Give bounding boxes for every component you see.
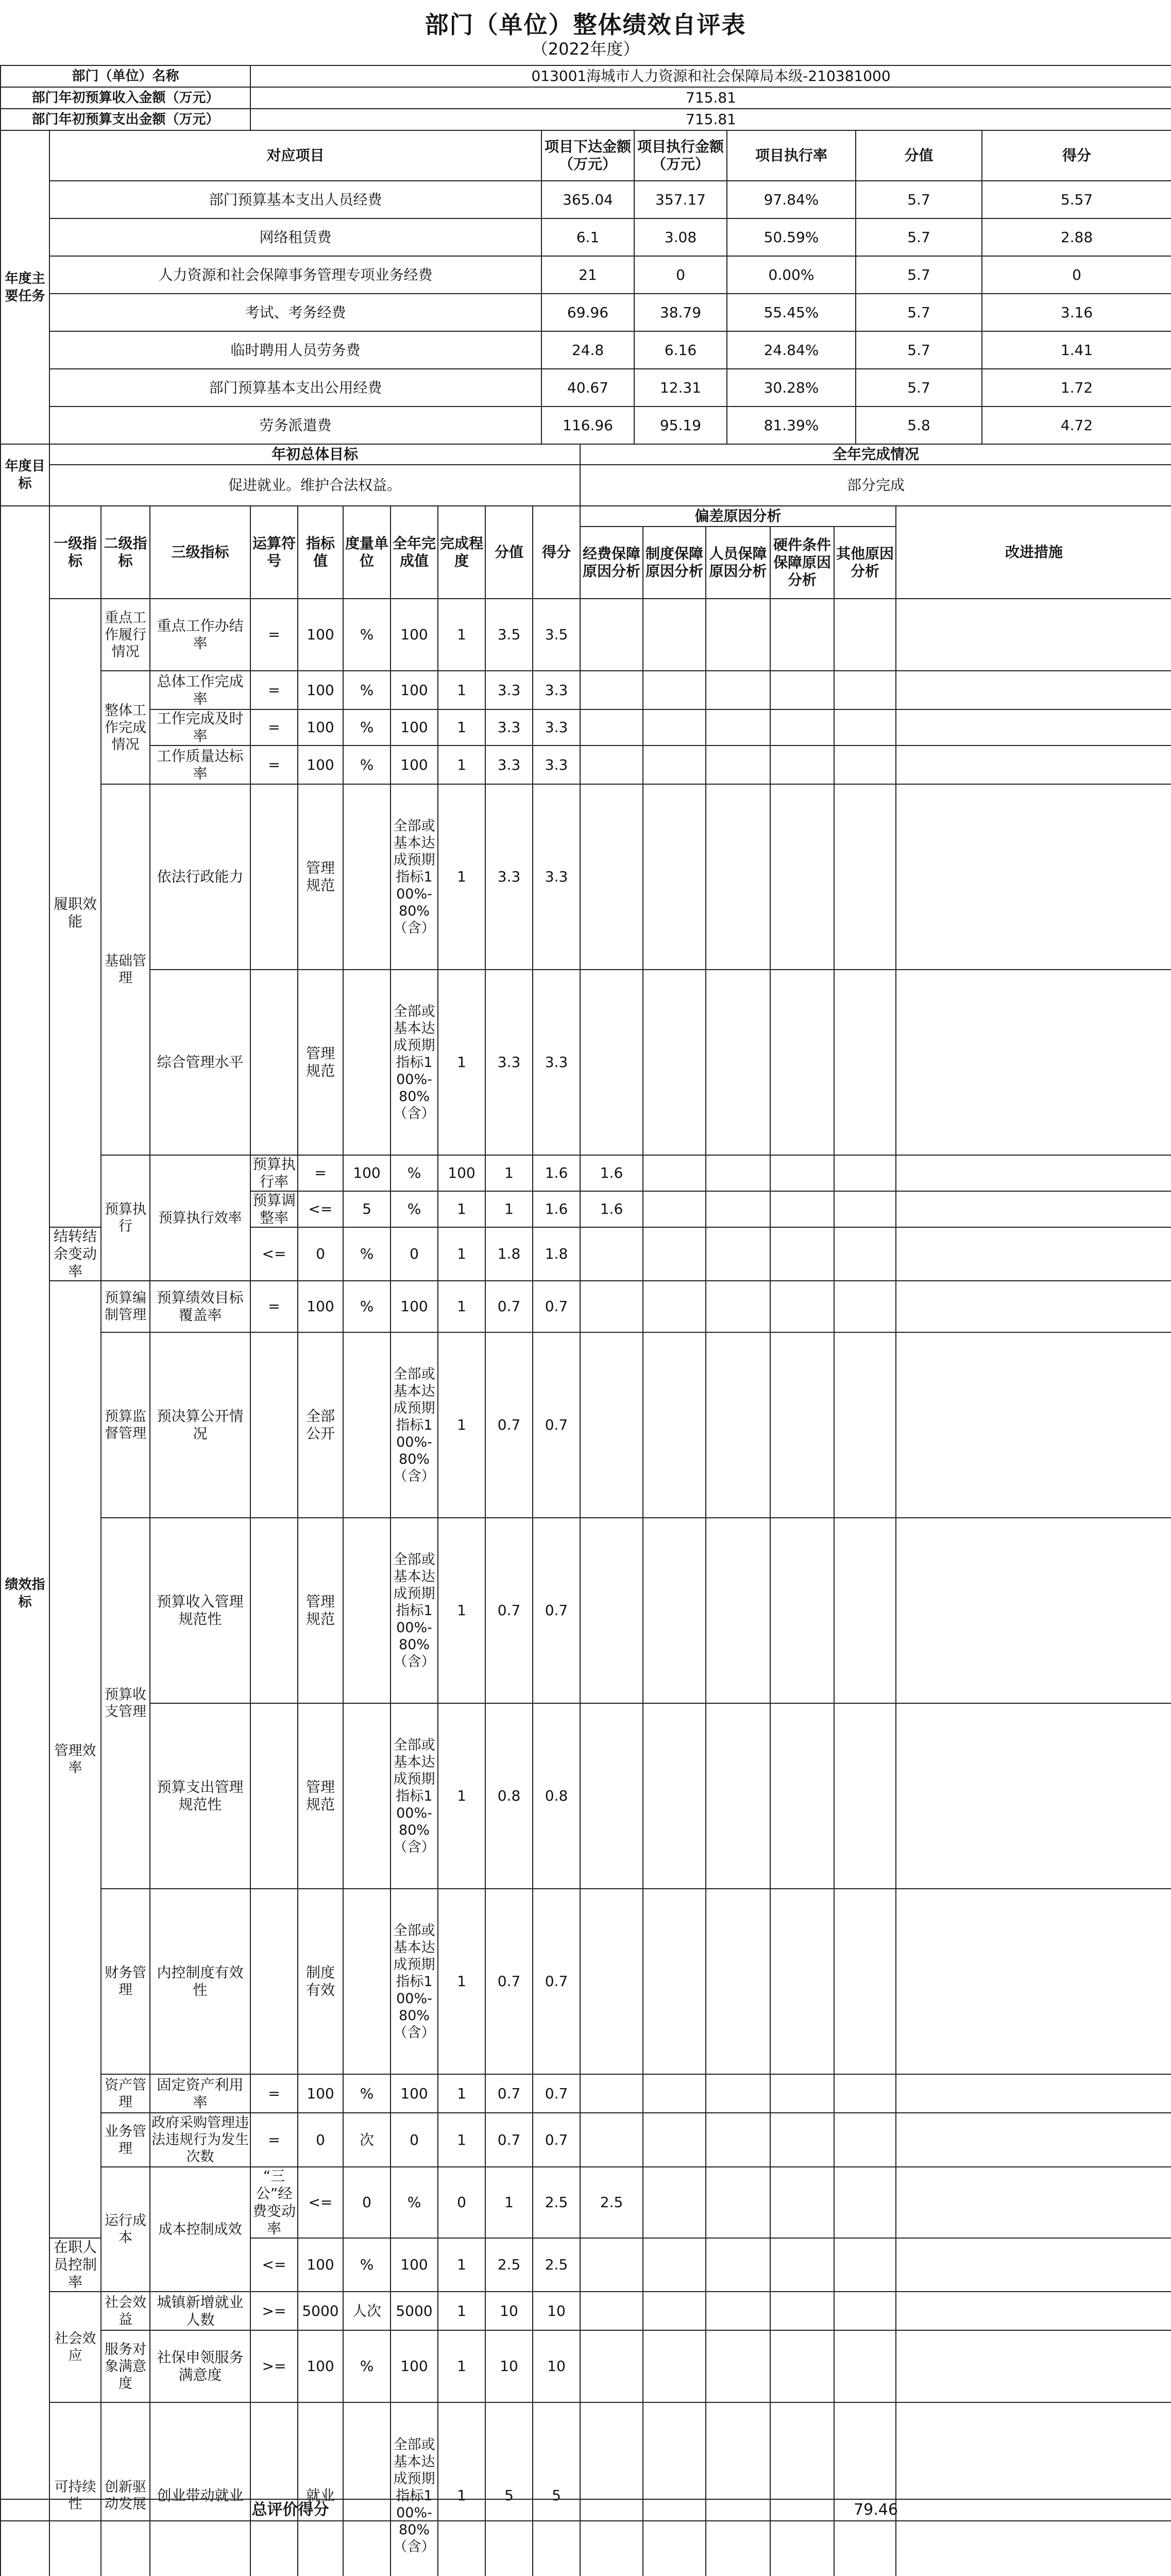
level3-cell: 城镇新增就业人数	[150, 2292, 250, 2330]
got-cell: 0.7	[533, 1518, 580, 1703]
level2-cell: 基础管理	[101, 784, 150, 1155]
operator-cell: <=	[250, 1227, 298, 1281]
level1-cell: 社会效应	[49, 2292, 101, 2402]
task-score: 5.7	[856, 181, 982, 218]
score-cell: 10	[485, 2292, 533, 2330]
level2-cell: 财务管理	[101, 1889, 150, 2074]
annual-tasks-table	[0, 130, 1171, 445]
task-allot: 21	[541, 256, 634, 294]
score-cell: 0.7	[485, 2113, 533, 2167]
target-cell: 管理规范	[298, 970, 343, 1155]
target-cell: 100	[298, 2238, 343, 2292]
target-cell: 100	[343, 1155, 391, 1191]
unit-cell: %	[343, 1227, 391, 1281]
completion-cell: 1	[438, 2238, 485, 2292]
level3-cell: 结转结余变动率	[49, 1227, 101, 1281]
got-cell: 3.3	[533, 970, 580, 1155]
operator-cell	[250, 1332, 298, 1518]
unit-cell	[343, 970, 391, 1155]
completion-cell: 1	[438, 1889, 485, 2074]
actual-cell: 100	[391, 2330, 438, 2402]
target-cell: 100	[298, 2330, 343, 2402]
final-status-value: 部分完成	[580, 465, 1171, 506]
score-cell: 10	[485, 2330, 533, 2402]
actual-cell: 100	[391, 709, 438, 745]
target-cell: 100	[298, 2074, 343, 2113]
unit-cell: %	[343, 2330, 391, 2402]
target-cell: 5	[343, 1191, 391, 1227]
level3-cell: 固定资产利用率	[150, 2074, 250, 2113]
actual-cell: 100	[391, 599, 438, 671]
operator-cell	[250, 1889, 298, 2074]
actual-cell: 全部或基本达成预期指标100%-80%（含）	[391, 1889, 438, 2074]
got-cell: 3.5	[533, 599, 580, 671]
got-cell: 3.3	[533, 784, 580, 970]
score-cell: 3.3	[485, 970, 533, 1155]
operator-cell	[250, 1703, 298, 1889]
operator-cell: <=	[298, 1191, 343, 1227]
task-name: 考试、考务经费	[49, 294, 541, 331]
operator-cell: =	[250, 2113, 298, 2167]
level1-cell: 履职效能	[49, 599, 101, 1227]
got-cell: 2.5	[580, 2167, 643, 2238]
unit-cell	[343, 1332, 391, 1518]
task-allot: 69.96	[541, 294, 634, 331]
actual-cell: 100	[438, 1155, 485, 1191]
level2-cell: 预算监督管理	[101, 1332, 150, 1518]
got-cell: 3.3	[533, 745, 580, 784]
level3-cell: 预算收入管理规范性	[150, 1518, 250, 1703]
actual-cell: 100	[391, 745, 438, 784]
initial-goal-value: 促进就业。维护合法权益。	[49, 465, 580, 506]
operator-cell: =	[250, 745, 298, 784]
actual-cell: 0	[438, 2167, 485, 2238]
operator-cell	[250, 1518, 298, 1703]
got-cell: 1.8	[533, 1227, 580, 1281]
got-cell: 0.7	[533, 2074, 580, 2113]
completion-cell: 1	[485, 2167, 533, 2238]
level2-cell: 社会效益	[101, 2292, 150, 2330]
unit-cell: %	[343, 2238, 391, 2292]
completion-cell: 1	[485, 1155, 533, 1191]
unit-cell: %	[343, 1281, 391, 1332]
completion-cell: 1	[438, 2402, 485, 2576]
level3-cell: 在职人员控制率	[49, 2238, 101, 2292]
operator-cell: =	[250, 671, 298, 709]
level1-cell: 预算执行	[101, 1155, 150, 1281]
unit-cell: 人次	[343, 2292, 391, 2330]
task-got: 1.41	[982, 331, 1171, 369]
operator-cell: =	[250, 599, 298, 671]
completion-cell: 1	[438, 2330, 485, 2402]
page-title: 部门（单位）整体绩效自评表	[425, 11, 746, 39]
completion-cell: 1	[438, 2292, 485, 2330]
task-exec: 0	[634, 256, 727, 294]
completion-cell: 1	[438, 1703, 485, 1889]
target-cell: 0	[298, 1227, 343, 1281]
level3-cell: 社保申领服务满意度	[150, 2330, 250, 2402]
task-rate: 0.00%	[727, 256, 856, 294]
task-row	[1, 181, 1171, 218]
task-allot: 116.96	[541, 406, 634, 444]
level3-cell: 预算执行率	[250, 1155, 298, 1191]
got-cell: 1.6	[580, 1191, 643, 1227]
task-rate: 24.84%	[727, 331, 856, 369]
operator-cell	[250, 970, 298, 1155]
task-exec: 357.17	[634, 181, 727, 218]
task-got: 4.72	[982, 406, 1171, 444]
got-cell: 0.7	[533, 1889, 580, 2074]
task-row	[1, 294, 1171, 331]
target-cell: 100	[298, 1281, 343, 1332]
level3-cell: 总体工作完成率	[150, 671, 250, 709]
expense-value: 715.81	[250, 109, 1171, 130]
operator-cell: <=	[298, 2167, 343, 2238]
col-level2: 二级指标	[101, 506, 150, 599]
operator-cell: =	[250, 1281, 298, 1332]
income-value: 715.81	[250, 87, 1171, 109]
actual-cell: 全部或基本达成预期指标100%-80%（含）	[391, 2402, 438, 2576]
col-level1: 一级指标	[49, 506, 101, 599]
col-header-got: 得分	[982, 130, 1171, 181]
total-score-table	[0, 2499, 1171, 2521]
col-unit: 度量单位	[343, 506, 391, 599]
level2-cell: 资产管理	[101, 2074, 150, 2113]
col-deviation-header: 偏差原因分析	[580, 506, 896, 527]
task-row	[1, 406, 1171, 444]
task-name: 网络租赁费	[49, 218, 541, 256]
level2-cell: 预算收支管理	[101, 1518, 150, 1889]
dept-name-label: 部门（单位）名称	[1, 65, 250, 87]
indicators-side-label-top	[1, 506, 49, 599]
task-exec: 6.16	[634, 331, 727, 369]
task-row	[1, 218, 1171, 256]
col-target: 指标值	[298, 506, 343, 599]
completion-cell: 1	[438, 1281, 485, 1332]
col-actual: 全年完成值	[391, 506, 438, 599]
col-header-exec: 项目执行金额（万元）	[634, 130, 727, 181]
level3-cell: 政府采购管理违法违规行为发生次数	[150, 2113, 250, 2167]
col-dev-funding: 经费保障原因分析	[580, 527, 643, 599]
operator-cell: <=	[250, 2238, 298, 2292]
level2-cell: 服务对象满意度	[101, 2330, 150, 2402]
task-row	[1, 331, 1171, 369]
completion-cell: 1	[438, 2074, 485, 2113]
actual-cell: 100	[391, 2074, 438, 2113]
completion-cell: 1	[438, 1227, 485, 1281]
actual-cell: 全部或基本达成预期指标100%-80%（含）	[391, 784, 438, 970]
score-cell: 0.7	[485, 1518, 533, 1703]
task-got: 5.57	[982, 181, 1171, 218]
performance-indicators-table	[0, 505, 1171, 2576]
actual-cell: 100	[391, 671, 438, 709]
level3-cell: 预决算公开情况	[150, 1332, 250, 1518]
level3-cell: 预算支出管理规范性	[150, 1703, 250, 1889]
got-cell: 0.7	[533, 1281, 580, 1332]
score-cell: 2.5	[485, 2238, 533, 2292]
completion-cell: 1	[438, 2113, 485, 2167]
col-completion: 完成程度	[438, 506, 485, 599]
level3-cell: 预算绩效目标覆盖率	[150, 1281, 250, 1332]
unit-cell: %	[391, 1191, 438, 1227]
score-cell: 0.7	[485, 1889, 533, 2074]
total-score-label: 总评价得分	[1, 2499, 580, 2521]
task-got: 0	[982, 256, 1171, 294]
score-cell: 3.3	[485, 745, 533, 784]
unit-cell: %	[343, 671, 391, 709]
operator-cell: >=	[250, 2330, 298, 2402]
task-score: 5.7	[856, 331, 982, 369]
task-got: 2.88	[982, 218, 1171, 256]
got-cell: 3.3	[533, 709, 580, 745]
col-got: 得分	[533, 506, 580, 599]
level3-cell: 工作完成及时率	[150, 709, 250, 745]
target-cell: 0	[298, 2113, 343, 2167]
got-cell: 0.7	[533, 1332, 580, 1518]
actual-cell: 0	[391, 1227, 438, 1281]
unit-cell	[343, 1889, 391, 2074]
task-score: 5.7	[856, 369, 982, 406]
header-table	[0, 65, 1171, 131]
unit-cell	[343, 1518, 391, 1703]
level2-cell: 创新驱动发展	[101, 2402, 150, 2576]
unit-cell: 次	[343, 2113, 391, 2167]
operator-cell: =	[250, 2074, 298, 2113]
target-cell: 100	[298, 709, 343, 745]
task-allot: 40.67	[541, 369, 634, 406]
task-score: 5.8	[856, 406, 982, 444]
score-cell: 2.5	[533, 2167, 580, 2238]
task-rate: 30.28%	[727, 369, 856, 406]
got-cell: 1.6	[580, 1155, 643, 1191]
col-dev-other: 其他原因分析	[834, 527, 896, 599]
score-cell: 0.7	[485, 1332, 533, 1518]
col-header-score: 分值	[856, 130, 982, 181]
task-score: 5.7	[856, 218, 982, 256]
got-cell: 0.8	[533, 1703, 580, 1889]
final-status-header: 全年完成情况	[580, 444, 1171, 465]
level2-cell: 预算执行效率	[150, 1155, 250, 1281]
target-cell: 0	[343, 2167, 391, 2238]
page-subtitle: （2022年度）	[531, 39, 640, 59]
task-allot: 24.8	[541, 331, 634, 369]
actual-cell: 5000	[391, 2292, 438, 2330]
task-exec: 38.79	[634, 294, 727, 331]
task-rate: 50.59%	[727, 218, 856, 256]
task-name: 劳务派遣费	[49, 406, 541, 444]
tasks-side-label: 年度主要任务	[1, 130, 49, 444]
col-header-project: 对应项目	[49, 130, 541, 181]
level3-cell: 重点工作办结率	[150, 599, 250, 671]
level2-cell: 重点工作履行情况	[101, 599, 150, 671]
got-cell: 2.5	[533, 2238, 580, 2292]
target-cell: 管理规范	[298, 1518, 343, 1703]
level1-cell: 管理效率	[49, 1281, 101, 2238]
unit-cell: %	[343, 745, 391, 784]
col-dev-personnel: 人员保障原因分析	[706, 527, 770, 599]
operator-cell	[250, 784, 298, 970]
task-name: 部门预算基本支出公用经费	[49, 369, 541, 406]
task-exec: 95.19	[634, 406, 727, 444]
unit-cell	[343, 1703, 391, 1889]
income-label: 部门年初预算收入金额（万元）	[1, 87, 250, 109]
task-row	[1, 369, 1171, 406]
level1-cell: 运行成本	[101, 2167, 150, 2292]
target-cell: 制度有效	[298, 1889, 343, 2074]
level2-cell: 成本控制成效	[150, 2167, 250, 2292]
col-score: 分值	[485, 506, 533, 599]
level1-cell: 可持续性	[49, 2402, 101, 2576]
target-cell: 100	[298, 671, 343, 709]
task-name: 人力资源和社会保障事务管理专项业务经费	[49, 256, 541, 294]
score-cell: 1.6	[533, 1191, 580, 1227]
actual-cell: 1	[438, 1191, 485, 1227]
level2-cell: 预算编制管理	[101, 1281, 150, 1332]
actual-cell: 全部或基本达成预期指标100%-80%（含）	[391, 1703, 438, 1889]
unit-cell: %	[391, 1155, 438, 1191]
target-cell: 100	[298, 599, 343, 671]
score-cell: 0.8	[485, 1703, 533, 1889]
col-dev-system: 制度保障原因分析	[643, 527, 706, 599]
actual-cell: 100	[391, 2238, 438, 2292]
task-allot: 365.04	[541, 181, 634, 218]
unit-cell: %	[343, 709, 391, 745]
completion-cell: 1	[438, 599, 485, 671]
task-exec: 12.31	[634, 369, 727, 406]
task-allot: 6.1	[541, 218, 634, 256]
unit-cell: %	[343, 599, 391, 671]
target-cell: 全部公开	[298, 1332, 343, 1518]
total-score-value: 79.46	[580, 2499, 1171, 2521]
task-exec: 3.08	[634, 218, 727, 256]
target-cell: 100	[298, 745, 343, 784]
unit-cell: %	[391, 2167, 438, 2238]
actual-cell: 全部或基本达成预期指标100%-80%（含）	[391, 1518, 438, 1703]
annual-goal-table	[0, 444, 1171, 506]
level3-cell: 综合管理水平	[150, 970, 250, 1155]
score-cell: 3.3	[485, 709, 533, 745]
task-got: 3.16	[982, 294, 1171, 331]
task-score: 5.7	[856, 294, 982, 331]
score-cell: 1.6	[533, 1155, 580, 1191]
col-improve: 改进措施	[896, 506, 1171, 599]
score-cell: 3.3	[485, 784, 533, 970]
level2-cell: 业务管理	[101, 2113, 150, 2167]
completion-cell: 1	[438, 671, 485, 709]
completion-cell: 1	[438, 784, 485, 970]
level2-cell: 整体工作完成情况	[101, 671, 150, 784]
goal-side-label: 年度目标	[1, 444, 49, 506]
level3-cell: 依法行政能力	[150, 784, 250, 970]
target-cell: 管理规范	[298, 784, 343, 970]
actual-cell: 全部或基本达成预期指标100%-80%（含）	[391, 1332, 438, 1518]
task-rate: 55.45%	[727, 294, 856, 331]
score-cell: 3.3	[485, 671, 533, 709]
col-operator: 运算符号	[250, 506, 298, 599]
task-row	[1, 256, 1171, 294]
got-cell: 5	[533, 2402, 580, 2576]
operator-cell	[250, 2402, 298, 2576]
level3-cell: 创业带动就业	[150, 2402, 250, 2576]
col-header-rate: 项目执行率	[727, 130, 856, 181]
completion-cell: 1	[438, 970, 485, 1155]
dept-name-value: 013001海城市人力资源和社会保障局本级-210381000	[250, 65, 1171, 87]
unit-cell: %	[343, 2074, 391, 2113]
score-cell: 3.5	[485, 599, 533, 671]
completion-cell: 1	[438, 1518, 485, 1703]
expense-label: 部门年初预算支出金额（万元）	[1, 109, 250, 130]
operator-cell: =	[250, 709, 298, 745]
level3-cell: “三公”经费变动率	[250, 2167, 298, 2238]
level3-cell: 工作质量达标率	[150, 745, 250, 784]
task-rate: 97.84%	[727, 181, 856, 218]
unit-cell	[343, 784, 391, 970]
target-cell: 5000	[298, 2292, 343, 2330]
operator-cell: >=	[250, 2292, 298, 2330]
score-cell: 0.7	[485, 1281, 533, 1332]
completion-cell: 1	[438, 709, 485, 745]
task-rate: 81.39%	[727, 406, 856, 444]
completion-cell: 1	[438, 1332, 485, 1518]
level3-cell: 预算调整率	[250, 1191, 298, 1227]
actual-cell: 全部或基本达成预期指标100%-80%（含）	[391, 970, 438, 1155]
score-cell: 5	[485, 2402, 533, 2576]
task-name: 临时聘用人员劳务费	[49, 331, 541, 369]
indicators-side-label: 绩效指标	[1, 599, 49, 2576]
actual-cell: 100	[391, 1281, 438, 1332]
got-cell: 10	[533, 2292, 580, 2330]
score-cell: 0.7	[485, 2074, 533, 2113]
operator-cell: =	[298, 1155, 343, 1191]
unit-cell	[343, 2402, 391, 2576]
task-name: 部门预算基本支出人员经费	[49, 181, 541, 218]
task-got: 1.72	[982, 369, 1171, 406]
actual-cell: 0	[391, 2113, 438, 2167]
got-cell: 3.3	[533, 671, 580, 709]
completion-cell: 1	[485, 1191, 533, 1227]
got-cell: 0.7	[533, 2113, 580, 2167]
col-level3: 三级指标	[150, 506, 250, 599]
level3-cell: 内控制度有效性	[150, 1889, 250, 2074]
score-cell: 1.8	[485, 1227, 533, 1281]
completion-cell: 1	[438, 745, 485, 784]
task-score: 5.7	[856, 256, 982, 294]
target-cell: 管理规范	[298, 1703, 343, 1889]
initial-goal-header: 年初总体目标	[49, 444, 580, 465]
target-cell: 就业	[298, 2402, 343, 2576]
got-cell: 10	[533, 2330, 580, 2402]
col-header-allot: 项目下达金额（万元）	[541, 130, 634, 181]
col-dev-hardware: 硬件条件保障原因分析	[770, 527, 834, 599]
